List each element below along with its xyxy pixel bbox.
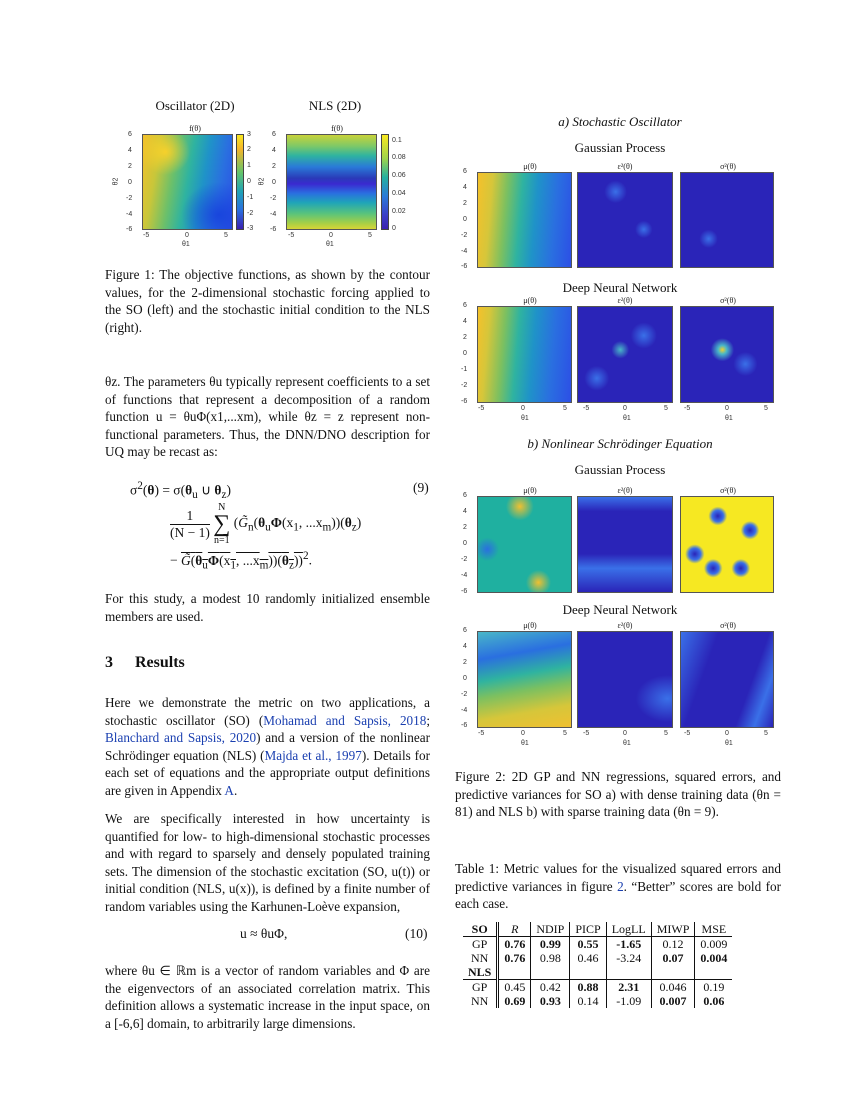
xtick: -5 [478, 730, 485, 737]
table-cell [531, 965, 570, 980]
fig1-left-ylabel: θ2 [112, 177, 120, 186]
fig1-ytick: -4 [126, 211, 133, 218]
xtick: -5 [684, 730, 691, 737]
citation-link[interactable]: Blanchard and Sapsis, 2020 [105, 730, 257, 745]
panel-label: μ(θ) [523, 486, 537, 495]
table-caption-text: . “Better” scores are bold for each case. [455, 878, 781, 911]
fig2-section-a: a) Stochastic Oscillator [558, 114, 682, 129]
table-cell: -1.65 [606, 937, 651, 952]
table-row [463, 937, 732, 952]
panel-label: σ²(θ) [720, 296, 736, 305]
panel-label: ε²(θ) [617, 296, 633, 305]
nls-ytick: -4 [461, 572, 468, 579]
fig1-cbar-tick: 0 [392, 225, 396, 232]
xtick: 0 [623, 730, 627, 737]
xtick: 0 [521, 405, 525, 412]
table-row-label: GP [463, 980, 498, 995]
fig1-left-colorbar [236, 134, 244, 230]
xtick: 5 [764, 730, 768, 737]
so-ytick: -6 [461, 263, 468, 270]
xtick: 5 [664, 730, 668, 737]
table-cell: 0.76 [498, 937, 531, 952]
table-row [463, 965, 732, 980]
so-gp-variance-heatmap [680, 172, 774, 268]
figure-ref-link[interactable]: 2 [617, 878, 624, 894]
table-cell: 0.55 [570, 937, 606, 952]
table-header-cell: NDIP [531, 922, 570, 937]
table-row [463, 980, 732, 995]
nls-ytick: 0 [463, 675, 467, 682]
table-cell [570, 965, 606, 980]
nls-ytick: 0 [463, 540, 467, 547]
table-cell: 0.007 [651, 994, 695, 1008]
fig1-ytick: 4 [128, 147, 132, 154]
fig1-right-title: NLS (2D) [308, 98, 362, 113]
fig1-ytick: -6 [126, 226, 133, 233]
xtick: 0 [623, 405, 627, 412]
citation-link[interactable]: Mohamad and Sapsis, 2018 [263, 712, 427, 728]
section-heading [105, 654, 185, 672]
fig1-cbar-tick: 0 [247, 178, 251, 185]
xtick: 5 [664, 405, 668, 412]
table-header-row [463, 922, 732, 937]
table-header-cell: LogLL [606, 922, 651, 937]
fig1-ytick: 2 [272, 163, 276, 170]
table-cell: -3.24 [606, 951, 651, 965]
fig1-cbar-tick: 0.08 [392, 154, 406, 161]
so-ytick: 4 [463, 184, 467, 191]
table-cell: 0.45 [498, 980, 531, 995]
fig2-so-dnn-title: Deep Neural Network [562, 280, 678, 295]
table-cell: 0.06 [703, 994, 725, 1008]
xtick: 0 [725, 405, 729, 412]
fig1-ytick: 0 [272, 179, 276, 186]
so-dnn-ytick: 2 [463, 334, 467, 341]
nls-gp-mean-heatmap [477, 496, 572, 593]
xtick: 5 [764, 405, 768, 412]
panel-label: σ²(θ) [720, 621, 736, 630]
equation-9-line3: − $G̃(\theta_u\Phi(x_1$, $...x_m))(\theta_z))^2$. [170, 550, 312, 572]
fig2-so-gp-title: Gaussian Process [574, 140, 666, 155]
fig1-xtick: 5 [224, 232, 228, 239]
fig1-right-colorbar [381, 134, 389, 230]
table-cell: 0.93 [531, 994, 570, 1008]
table-cell: 0.009 [700, 937, 728, 951]
xlabel: θ1 [623, 740, 631, 747]
table-row-label: NLS [463, 965, 498, 980]
table-cell: 0.69 [498, 994, 531, 1008]
nls-ytick: -6 [461, 722, 468, 729]
equation-10: u ≈ θuΦ, [240, 926, 288, 941]
so-ytick: -2 [461, 232, 468, 239]
nls-dnn-variance-heatmap [680, 631, 774, 728]
appendix-link[interactable]: A [224, 782, 234, 798]
so-ytick: 6 [463, 168, 467, 175]
xtick: -5 [583, 405, 590, 412]
table-cell: 0.004 [700, 951, 728, 965]
table-row-label: NN [463, 951, 498, 965]
nls-ytick: -2 [461, 556, 468, 563]
nls-ytick: -6 [461, 588, 468, 595]
fig2-section-b: b) Nonlinear Schrödinger Equation [527, 436, 713, 451]
table-cell [606, 965, 651, 980]
fig1-nls-heatmap [286, 134, 377, 230]
body-paragraph-4: We are specifically interested in how uncertainty is quantified for low- to high-dimensional stochastic processes and with regard to sparsely and densely populated training sets. The dimension of the stochastic excitation (SO, u(t)) or initial condition (NLS, u(x)), is defined by a finite number of random variables using the Karhunen-Loève expansion, [105, 811, 430, 914]
metrics-table [463, 922, 732, 1008]
xlabel: θ1 [521, 415, 529, 422]
fig1-cbar-tick: 0.02 [392, 208, 406, 215]
table-cell: 0.19 [703, 980, 725, 994]
equation-9-number: (9) [413, 480, 429, 495]
equation-9-line2: $\frac{1}{(N - 1)}$ N ∑ n=1 ($G̃_n(\theta_u\Phi(x_1$, $...x_m))(\theta_z)$ [170, 502, 362, 546]
fig1-cbar-tick: 1 [247, 162, 251, 169]
so-dnn-ytick: 6 [463, 302, 467, 309]
fig2-nls-gp-title: Gaussian Process [574, 462, 666, 477]
fig1-caption: Figure 1: The objective functions, as shown by the contour values, for the 2-dimensional stochastic forcing applied to the SO (left) and the stochastic initial condition to the NLS (right). [105, 267, 430, 335]
xtick: 5 [563, 730, 567, 737]
xtick: -5 [684, 405, 691, 412]
fig1-left-xlabel: θ1 [182, 241, 190, 248]
so-gp-mean-heatmap [477, 172, 572, 268]
panel-label: μ(θ) [523, 162, 537, 171]
table-row-label: GP [463, 937, 498, 952]
xlabel: θ1 [623, 415, 631, 422]
fig1-cbar-tick: 0.06 [392, 172, 406, 179]
table-cell: 0.99 [531, 937, 570, 952]
fig1-ytick: 2 [128, 163, 132, 170]
fig1-ytick: -2 [126, 195, 133, 202]
fig1-oscillator-heatmap [142, 134, 233, 230]
fig1-xtick: -5 [288, 232, 295, 239]
fig1-cbar-tick: 2 [247, 146, 251, 153]
table-header-cell: MSE [701, 922, 727, 936]
xlabel: θ1 [725, 415, 733, 422]
table-header-cell: R [498, 922, 531, 937]
fig1-ytick: 6 [128, 131, 132, 138]
table1-caption [455, 860, 781, 913]
panel-label: σ²(θ) [720, 162, 736, 171]
panel-label: σ²(θ) [720, 486, 736, 495]
xtick: 5 [563, 405, 567, 412]
table-cell: 0.046 [651, 980, 695, 995]
para3-text: ) and a version of the nonlinear Schrödinger equation (NLS) ( [105, 730, 430, 763]
xtick: 0 [725, 730, 729, 737]
so-dnn-ytick: -2 [461, 382, 468, 389]
fig1-xtick: 0 [329, 232, 333, 239]
table-cell: 0.12 [651, 937, 695, 952]
fig1-right-plot-label: f(θ) [331, 124, 343, 133]
so-ytick: -4 [461, 248, 468, 255]
so-dnn-ytick: -6 [461, 398, 468, 405]
table-row [463, 951, 732, 965]
table-cell [498, 965, 531, 980]
fig1-ytick: -4 [270, 211, 277, 218]
fig2-nls-dnn-title: Deep Neural Network [562, 602, 678, 617]
citation-link[interactable]: Majda et al., 1997 [264, 747, 362, 763]
fig1-ytick: 4 [272, 147, 276, 154]
section-number: 3 [105, 654, 113, 671]
body-paragraph-1: θz. The parameters θu typically represent coefficients to a set of functions that represent a decomposition of a random function u = θuΦ(x1,...xm), while θz = z represent non-functional parameters. Thus, the DNN/DNO description for UQ may be recast as: [105, 374, 430, 459]
equation-10-number: (10) [405, 926, 428, 941]
table-cell: -1.09 [606, 994, 651, 1008]
table-cell: 2.31 [606, 980, 651, 995]
nls-ytick: 4 [463, 643, 467, 650]
nls-ytick: -2 [461, 691, 468, 698]
so-dnn-error-heatmap [577, 306, 673, 403]
table-cell: 0.76 [498, 951, 531, 965]
fig1-ytick: 6 [272, 131, 276, 138]
para3-text: ). Details for each set of equations and the appropriate output definitions are given in Appendix [105, 747, 430, 798]
body-paragraph-2: For this study, a modest 10 randomly initialized ensemble members are used. [105, 591, 430, 624]
fig1-xtick: 0 [185, 232, 189, 239]
fig1-xtick: 5 [368, 232, 372, 239]
xtick: -5 [583, 730, 590, 737]
fig1-cbar-tick: -3 [247, 225, 254, 232]
fig1-cbar-tick: 0.1 [392, 137, 402, 144]
so-ytick: 0 [463, 216, 467, 223]
body-paragraph-3: Here we demonstrate the metric on two applications, a stochastic oscillator (SO) (Mohamad and Sapsis, 2018; Blanchard and Sapsis, 2020) and a version of the nonlinear Schrödinger equation (NLS) (Majda et al., 1997). Details for each set of equations and the appropriate output definitions are given in Appendix A. [105, 695, 430, 798]
fig1-xtick: -5 [143, 232, 150, 239]
so-gp-error-heatmap [577, 172, 673, 268]
panel-label: μ(θ) [523, 296, 537, 305]
fig1-right-ylabel: θ2 [258, 177, 266, 186]
so-dnn-ytick: 4 [463, 318, 467, 325]
xtick: 0 [521, 730, 525, 737]
so-dnn-ytick: 0 [463, 350, 467, 357]
panel-label: ε²(θ) [617, 621, 633, 630]
nls-dnn-mean-heatmap [477, 631, 572, 728]
fig1-cbar-tick: -2 [247, 210, 254, 217]
table-row [463, 994, 732, 1008]
fig1-cbar-tick: 0.04 [392, 190, 406, 197]
xlabel: θ1 [521, 740, 529, 747]
table-cell [651, 965, 695, 980]
body-paragraph-5: where θu ∈ ℝm is a vector of random variables and Φ are the eigenvectors of an associated correlation matrix. This definition allows a systematic increase in the input space, on a [-6,6] domain, to arbitrarily large dimensions. [105, 963, 430, 1031]
table-cell: 0.88 [570, 980, 606, 995]
table-cell: 0.07 [651, 951, 695, 965]
panel-label: ε²(θ) [617, 162, 633, 171]
nls-ytick: 4 [463, 508, 467, 515]
nls-ytick: 2 [463, 659, 467, 666]
table-cell: 0.98 [531, 951, 570, 965]
fig1-ytick: 0 [128, 179, 132, 186]
so-dnn-ytick: -1 [461, 366, 468, 373]
nls-gp-variance-heatmap [680, 496, 774, 593]
panel-label: μ(θ) [523, 621, 537, 630]
fig1-left-title: Oscillator (2D) [155, 98, 235, 113]
equation-9-line1: $\sigma^2(\theta) = \sigma(\theta_u$ ∪ $\theta_z$) [130, 480, 231, 502]
table-header-cell: PICP [570, 922, 606, 937]
xtick: -5 [478, 405, 485, 412]
fig1-cbar-tick: 3 [247, 131, 251, 138]
fig1-ytick: -2 [270, 195, 277, 202]
section-title: Results [135, 654, 185, 671]
so-dnn-variance-heatmap [680, 306, 774, 403]
nls-ytick: -4 [461, 707, 468, 714]
so-ytick: 2 [463, 200, 467, 207]
nls-dnn-error-heatmap [577, 631, 673, 728]
nls-ytick: 6 [463, 492, 467, 499]
fig2-caption: Figure 2: 2D GP and NN regressions, squared errors, and predictive variances for SO a) with dense training data (θn = 81) and NLS b) with sparse training data (θn = 9). [455, 769, 781, 819]
panel-label: ε²(θ) [617, 486, 633, 495]
table-cell [695, 965, 733, 980]
table-header-cell: MIWP [651, 922, 695, 937]
table-cell: 0.46 [570, 951, 606, 965]
nls-ytick: 6 [463, 627, 467, 634]
fig1-cbar-tick: -1 [247, 194, 254, 201]
fig1-left-plot-label: f(θ) [189, 124, 201, 133]
table-cell: 0.14 [570, 994, 606, 1008]
table-caption-text: Table 1: Metric values for the visualized squared errors and predictive variances in figure [455, 861, 781, 894]
so-dnn-mean-heatmap [477, 306, 572, 403]
xlabel: θ1 [725, 740, 733, 747]
fig1-ytick: -6 [270, 226, 277, 233]
nls-gp-error-heatmap [577, 496, 673, 593]
para3-text: Here we demonstrate the metric on two applications, a stochastic oscillator (SO) ( [105, 695, 430, 728]
fig1-right-xlabel: θ1 [326, 241, 334, 248]
table-cell: 0.42 [531, 980, 570, 995]
nls-ytick: 2 [463, 524, 467, 531]
table-row-label: NN [463, 994, 498, 1008]
table-header-cell: SO [463, 922, 498, 937]
